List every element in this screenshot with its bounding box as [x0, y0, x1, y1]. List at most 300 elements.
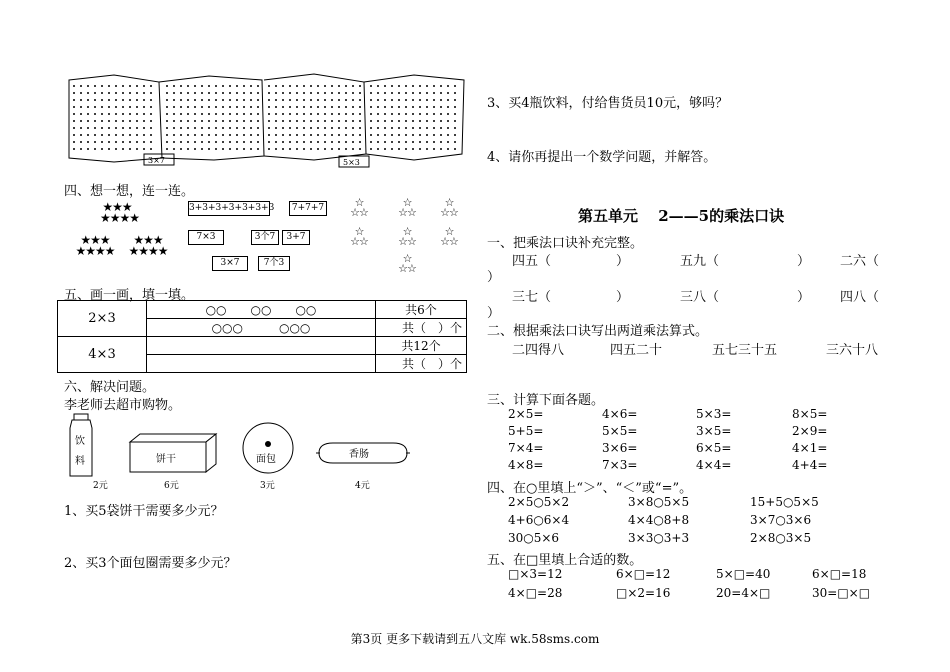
dot	[338, 120, 340, 122]
dot	[87, 120, 89, 122]
expr-box-3[interactable]: 7×3	[188, 230, 224, 245]
dot	[359, 99, 361, 101]
dot	[345, 113, 347, 115]
dot	[250, 134, 252, 136]
star-group-2: ★★★ ★★★★	[75, 233, 115, 258]
dot	[324, 127, 326, 129]
draw-cell[interactable]	[147, 355, 376, 373]
unit-title: 第五单元 2——5的乘法口诀	[578, 207, 785, 225]
dot	[180, 92, 182, 94]
draw-cell: ○○○ ○○○	[147, 319, 376, 337]
part1-item[interactable]: 四八（	[840, 290, 880, 305]
dot	[201, 113, 203, 115]
dot	[282, 99, 284, 101]
dot	[173, 113, 175, 115]
dot	[236, 113, 238, 115]
fill-cell[interactable]: 共（ ）个	[376, 319, 467, 337]
price-bread: 3元	[260, 481, 275, 491]
calc-item[interactable]: 2×5=	[508, 407, 544, 421]
dot	[87, 148, 89, 150]
section5-title: 五、画一画，填一填。	[64, 288, 195, 303]
dot	[143, 113, 145, 115]
fill-cell: 共12个	[376, 337, 467, 355]
calc-item[interactable]: 7×3=	[602, 458, 638, 472]
dot	[370, 92, 372, 94]
dot	[359, 141, 361, 143]
dot	[122, 85, 124, 87]
question-2: 2、买3个面包圈需要多少元？	[64, 556, 237, 571]
dot	[338, 85, 340, 87]
dot	[222, 85, 224, 87]
part1-item[interactable]: 三八（ ）	[680, 290, 811, 305]
dot	[331, 106, 333, 108]
fill-box-item[interactable]: □×2=16	[616, 586, 671, 600]
bread-label: 面包	[256, 454, 276, 465]
expr-box-5[interactable]: 3+7	[282, 230, 310, 245]
dot	[384, 106, 386, 108]
calc-item[interactable]: 4×6=	[602, 407, 638, 421]
dot	[377, 134, 379, 136]
part1-item[interactable]: 四五（ ）	[512, 254, 630, 269]
dot	[143, 141, 145, 143]
dot	[405, 141, 407, 143]
fill-box-item[interactable]: 30=□×□	[812, 586, 871, 600]
dot	[391, 120, 393, 122]
dot	[377, 92, 379, 94]
dot	[129, 120, 131, 122]
dot	[352, 134, 354, 136]
dot	[398, 99, 400, 101]
dot	[338, 127, 340, 129]
dot	[150, 141, 152, 143]
dot	[268, 106, 270, 108]
dot	[108, 99, 110, 101]
dot	[419, 85, 421, 87]
fill-box-item[interactable]: 5×□=40	[716, 567, 771, 581]
calc-item[interactable]: 5+5=	[508, 424, 544, 438]
sausage-label: 香肠	[349, 449, 369, 460]
dot	[122, 106, 124, 108]
dot	[222, 120, 224, 122]
dot	[345, 85, 347, 87]
compare-item[interactable]: 4+6○6×4	[508, 513, 570, 527]
dot	[243, 120, 245, 122]
calc-item[interactable]: 2×9=	[792, 424, 828, 438]
dot	[370, 120, 372, 122]
dot	[115, 127, 117, 129]
part2-item: 五七三十五	[712, 343, 778, 358]
dot	[236, 106, 238, 108]
dot	[331, 120, 333, 122]
dot	[143, 85, 145, 87]
calc-item[interactable]: 6×5=	[696, 441, 732, 455]
dot	[236, 148, 238, 150]
dot	[391, 127, 393, 129]
dot	[268, 113, 270, 115]
dot	[324, 148, 326, 150]
dot	[180, 99, 182, 101]
dot	[370, 85, 372, 87]
dot	[433, 92, 435, 94]
dot	[268, 85, 270, 87]
price-sausage: 4元	[355, 481, 370, 491]
dot	[87, 99, 89, 101]
dot	[454, 106, 456, 108]
dot	[412, 99, 414, 101]
dot	[73, 106, 75, 108]
dot	[73, 127, 75, 129]
dot	[391, 113, 393, 115]
dot	[180, 141, 182, 143]
dot	[447, 141, 449, 143]
dot	[405, 148, 407, 150]
expr-box-2[interactable]: 7+7+7	[289, 201, 327, 216]
dot	[275, 113, 277, 115]
dot	[101, 92, 103, 94]
calc-item[interactable]: 5×3=	[696, 407, 732, 421]
part2-item: 四五二十	[610, 343, 663, 358]
dot	[317, 99, 319, 101]
section6-intro: 李老师去超市购物。	[64, 398, 182, 413]
dot	[80, 92, 82, 94]
dot	[282, 113, 284, 115]
dot	[433, 85, 435, 87]
dot	[440, 141, 442, 143]
dot	[180, 113, 182, 115]
dot	[194, 141, 196, 143]
dot	[377, 148, 379, 150]
dot	[377, 127, 379, 129]
dot	[289, 120, 291, 122]
dot	[419, 127, 421, 129]
dot	[419, 120, 421, 122]
dot	[173, 148, 175, 150]
draw-cell[interactable]	[147, 337, 376, 355]
outline-star-group: ☆ ☆☆	[398, 196, 416, 219]
compare-item[interactable]: 2×5○5×2	[508, 495, 570, 509]
dot	[143, 148, 145, 150]
dot	[303, 141, 305, 143]
dot	[115, 134, 117, 136]
drink-label-2: 料	[75, 456, 85, 467]
dot	[275, 134, 277, 136]
dot	[115, 92, 117, 94]
part1-wrap: ）	[487, 270, 501, 285]
dot	[215, 99, 217, 101]
dot	[243, 99, 245, 101]
dot	[166, 99, 168, 101]
dot	[122, 92, 124, 94]
dot	[129, 85, 131, 87]
dot	[405, 92, 407, 94]
dot	[310, 113, 312, 115]
expr-box-1[interactable]: 3+3+3+3+3+3+3	[188, 201, 270, 216]
dot	[275, 106, 277, 108]
dot	[282, 106, 284, 108]
dot	[338, 141, 340, 143]
dot	[208, 127, 210, 129]
dot	[108, 141, 110, 143]
dot	[136, 113, 138, 115]
dot	[331, 85, 333, 87]
dot	[324, 85, 326, 87]
dot	[433, 141, 435, 143]
dot	[391, 99, 393, 101]
draw-fill-table	[57, 300, 467, 373]
dot	[377, 141, 379, 143]
dot	[115, 99, 117, 101]
dot	[136, 99, 138, 101]
part3-title: 三、计算下面各题。	[487, 393, 605, 408]
dot	[243, 148, 245, 150]
dot	[310, 148, 312, 150]
dot	[275, 99, 277, 101]
dot	[166, 148, 168, 150]
dot	[426, 92, 428, 94]
dot	[377, 106, 379, 108]
dot	[398, 127, 400, 129]
dot	[250, 85, 252, 87]
expr-cell: 4×3	[58, 337, 147, 373]
calc-item[interactable]: 3×6=	[602, 441, 638, 455]
dot	[268, 148, 270, 150]
dot	[433, 106, 435, 108]
compare-item[interactable]: 15+5○5×5	[750, 495, 819, 509]
dot	[296, 134, 298, 136]
dot	[289, 113, 291, 115]
dot	[108, 106, 110, 108]
dot	[275, 127, 277, 129]
dot	[180, 148, 182, 150]
dot	[412, 141, 414, 143]
dot	[208, 85, 210, 87]
dot	[454, 141, 456, 143]
dot	[108, 127, 110, 129]
dot	[412, 85, 414, 87]
dot	[215, 141, 217, 143]
compare-item[interactable]: 4×4○8+8	[628, 513, 690, 527]
dot	[187, 141, 189, 143]
dot	[201, 148, 203, 150]
dot	[180, 120, 182, 122]
dot	[454, 127, 456, 129]
dot	[412, 106, 414, 108]
dot	[310, 85, 312, 87]
compare-item[interactable]: 2×8○3×5	[750, 531, 812, 545]
question-4: 4、请你再提出一个数学问题，并解答。	[487, 150, 717, 165]
dot	[229, 148, 231, 150]
dot	[215, 85, 217, 87]
dot	[454, 85, 456, 87]
dot	[391, 134, 393, 136]
dot	[289, 92, 291, 94]
dot	[115, 120, 117, 122]
compare-item[interactable]: 30○5×6	[508, 531, 560, 545]
dot	[412, 148, 414, 150]
dot	[268, 141, 270, 143]
dot	[194, 134, 196, 136]
dot	[115, 113, 117, 115]
calc-item[interactable]: 3×5=	[696, 424, 732, 438]
biscuit-label: 饼干	[156, 454, 176, 465]
dot	[87, 92, 89, 94]
dot	[338, 99, 340, 101]
dot	[433, 127, 435, 129]
dot	[447, 148, 449, 150]
calc-item[interactable]: 8×5=	[792, 407, 828, 421]
calc-item[interactable]: 4×4=	[696, 458, 732, 472]
dot	[122, 113, 124, 115]
dot	[80, 148, 82, 150]
dot	[236, 99, 238, 101]
outline-star-group: ☆ ☆☆	[440, 225, 458, 248]
dot-label-right: 5×3	[343, 158, 360, 167]
dot	[229, 113, 231, 115]
dot	[250, 120, 252, 122]
dot	[257, 113, 259, 115]
star-group-3: ★★★ ★★★★	[128, 233, 168, 258]
dot	[201, 134, 203, 136]
fill-box-item[interactable]: 6×□=18	[812, 567, 867, 581]
dot	[166, 106, 168, 108]
dot	[359, 113, 361, 115]
dot	[194, 99, 196, 101]
dot	[87, 127, 89, 129]
dot	[87, 85, 89, 87]
dot	[447, 85, 449, 87]
dot	[303, 120, 305, 122]
dot	[129, 106, 131, 108]
dot	[377, 113, 379, 115]
dot	[447, 92, 449, 94]
outline-star-group: ☆ ☆☆	[350, 225, 368, 248]
dot	[94, 106, 96, 108]
dot	[108, 120, 110, 122]
dot	[150, 113, 152, 115]
dot	[454, 148, 456, 150]
dot	[73, 99, 75, 101]
dot	[447, 113, 449, 115]
dot	[384, 148, 386, 150]
outline-star-group: ☆ ☆☆	[350, 196, 368, 219]
expr-box-6[interactable]: 3×7	[212, 256, 248, 271]
dot	[250, 99, 252, 101]
dot	[359, 120, 361, 122]
part1-item[interactable]: 五九（ ）	[680, 254, 811, 269]
dot	[345, 134, 347, 136]
fill-cell[interactable]: 共（ ）个	[376, 355, 467, 373]
calc-item[interactable]: 4×8=	[508, 458, 544, 472]
dot	[229, 134, 231, 136]
dot	[229, 141, 231, 143]
dot	[257, 99, 259, 101]
dot	[296, 113, 298, 115]
dot	[101, 106, 103, 108]
dot	[317, 92, 319, 94]
dot	[384, 134, 386, 136]
dot	[289, 106, 291, 108]
dot	[87, 141, 89, 143]
compare-item[interactable]: 3×3○3+3	[628, 531, 690, 545]
dot	[80, 141, 82, 143]
compare-item[interactable]: 3×8○5×5	[628, 495, 690, 509]
part2-item: 二四得八	[512, 343, 565, 358]
dot	[215, 127, 217, 129]
dot	[384, 92, 386, 94]
dot	[229, 92, 231, 94]
dot	[282, 141, 284, 143]
dot	[419, 99, 421, 101]
calc-item[interactable]: 7×4=	[508, 441, 544, 455]
expr-cell: 2×3	[58, 301, 147, 337]
dot	[257, 85, 259, 87]
dot	[187, 106, 189, 108]
dot	[94, 92, 96, 94]
dot	[94, 141, 96, 143]
dot	[384, 99, 386, 101]
calc-item[interactable]: 4×1=	[792, 441, 828, 455]
dot	[275, 148, 277, 150]
dot	[166, 113, 168, 115]
part1-item[interactable]: 三七（ ）	[512, 290, 630, 305]
dot	[201, 141, 203, 143]
dot	[412, 127, 414, 129]
part1-item[interactable]: 二六（	[840, 254, 880, 269]
dot	[122, 148, 124, 150]
dot	[94, 134, 96, 136]
expr-box-4[interactable]: 3个7	[251, 230, 279, 245]
fill-box-item[interactable]: □×3=12	[508, 567, 563, 581]
compare-item[interactable]: 3×7○3×6	[750, 513, 812, 527]
fill-box-item[interactable]: 4×□=28	[508, 586, 563, 600]
dot	[370, 106, 372, 108]
fill-box-item[interactable]: 6×□=12	[616, 567, 671, 581]
dot	[166, 120, 168, 122]
part2-title: 二、根据乘法口诀写出两道乘法算式。	[487, 324, 709, 339]
dot	[180, 127, 182, 129]
dot	[187, 113, 189, 115]
calc-item[interactable]: 4+4=	[792, 458, 828, 472]
dot	[108, 92, 110, 94]
dot	[440, 106, 442, 108]
dot	[345, 141, 347, 143]
dot	[384, 120, 386, 122]
calc-item[interactable]: 5×5=	[602, 424, 638, 438]
fill-cell: 共6个	[376, 301, 467, 319]
dot	[377, 85, 379, 87]
expr-box-7[interactable]: 7个3	[258, 256, 290, 271]
dot	[419, 113, 421, 115]
dot	[136, 106, 138, 108]
dot	[166, 92, 168, 94]
fill-box-item[interactable]: 20=4×□	[716, 586, 771, 600]
dot	[433, 120, 435, 122]
dot	[80, 85, 82, 87]
dot	[115, 106, 117, 108]
dot	[150, 127, 152, 129]
dot	[296, 85, 298, 87]
dot	[222, 106, 224, 108]
dot	[289, 134, 291, 136]
dot	[80, 127, 82, 129]
dot	[338, 134, 340, 136]
dot	[173, 141, 175, 143]
biscuit-box-image	[124, 432, 220, 474]
dot	[222, 148, 224, 150]
dot	[180, 134, 182, 136]
dot	[426, 141, 428, 143]
dot	[94, 113, 96, 115]
